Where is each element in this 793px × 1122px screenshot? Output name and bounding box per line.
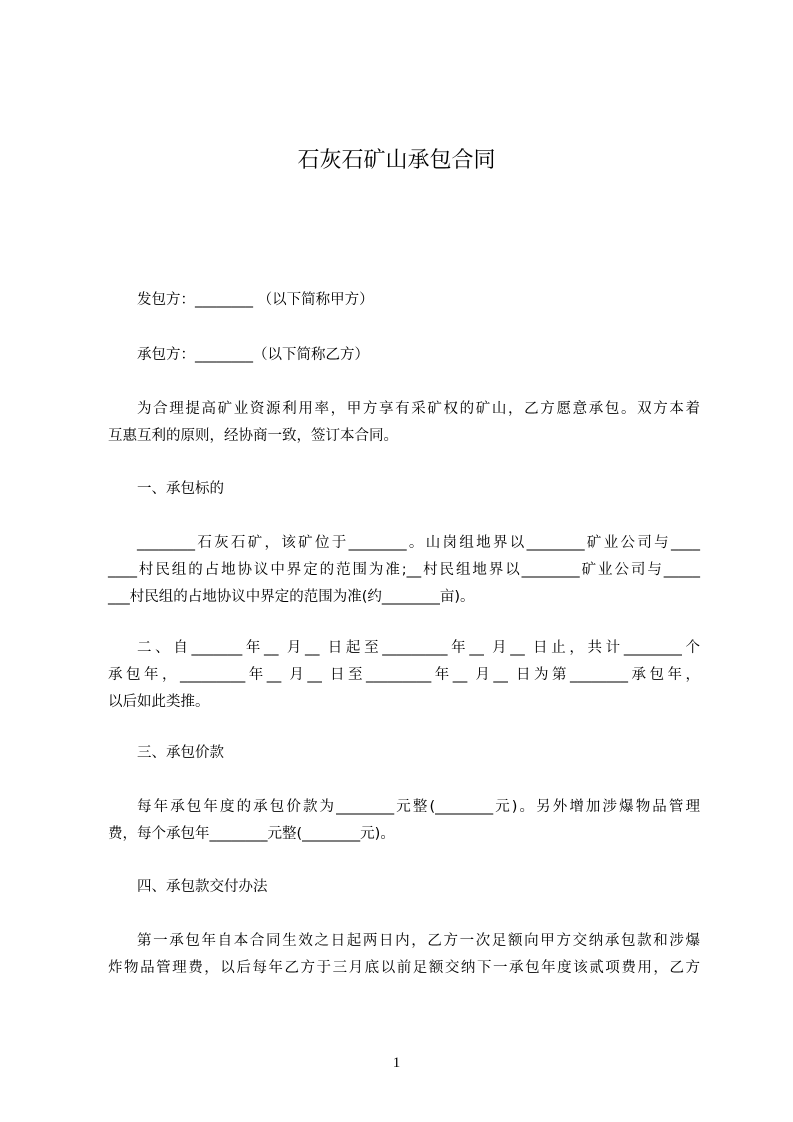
- page-number: 1: [392, 1055, 401, 1071]
- paragraph-line: 炸物品管理费，以后每年乙方于三月底以前足额交纳下一承包年度该贰项费用，乙方: [108, 960, 700, 976]
- intro-line: 为合理提高矿业资源利用率，甲方享有采矿权的矿山，乙方愿意承包。双方本着: [137, 401, 700, 417]
- paragraph-line: 以后如此类推。: [108, 694, 210, 710]
- issuer-line: 发包方：________ （以下简称甲方）: [137, 292, 374, 308]
- section-heading: 一、承包标的: [137, 481, 224, 497]
- section-heading: 四、承包款交付办法: [137, 879, 268, 895]
- paragraph-line: 每年承包年度的承包价款为________元整(________元)。另外增加涉爆物品管理: [137, 799, 700, 815]
- paragraph-line: 承包年，_________年__ 月__ 日至_________年__ 月__ 日为第________承包年，: [108, 667, 700, 683]
- paragraph-line: ________石灰石矿，该矿位于________。山岗组地界以________矿业公司与____: [137, 535, 700, 551]
- paragraph-line: 二、自_______年__ 月__ 日起至_________年__ 月__ 日止，共计________个: [137, 640, 700, 656]
- paragraph-line: 费，每个承包年________元整(________元)。: [108, 826, 395, 842]
- paragraph-line: ___村民组的占地协议中界定的范围为准(约________亩)。: [108, 589, 475, 605]
- contractor-line: 承包方：________（以下简称乙方）: [137, 347, 369, 363]
- paragraph-line: 第一承包年自本合同生效之日起两日内，乙方一次足额向甲方交纳承包款和涉爆: [137, 933, 700, 949]
- section-heading: 三、承包价款: [137, 745, 224, 761]
- document-title: 石灰石矿山承包合同: [297, 148, 496, 173]
- intro-line: 互惠互利的原则，经协商一致，签订本合同。: [108, 428, 398, 444]
- paragraph-line: ____村民组的占地协议中界定的范围为准;__村民组地界以________矿业公司与_____: [108, 562, 700, 578]
